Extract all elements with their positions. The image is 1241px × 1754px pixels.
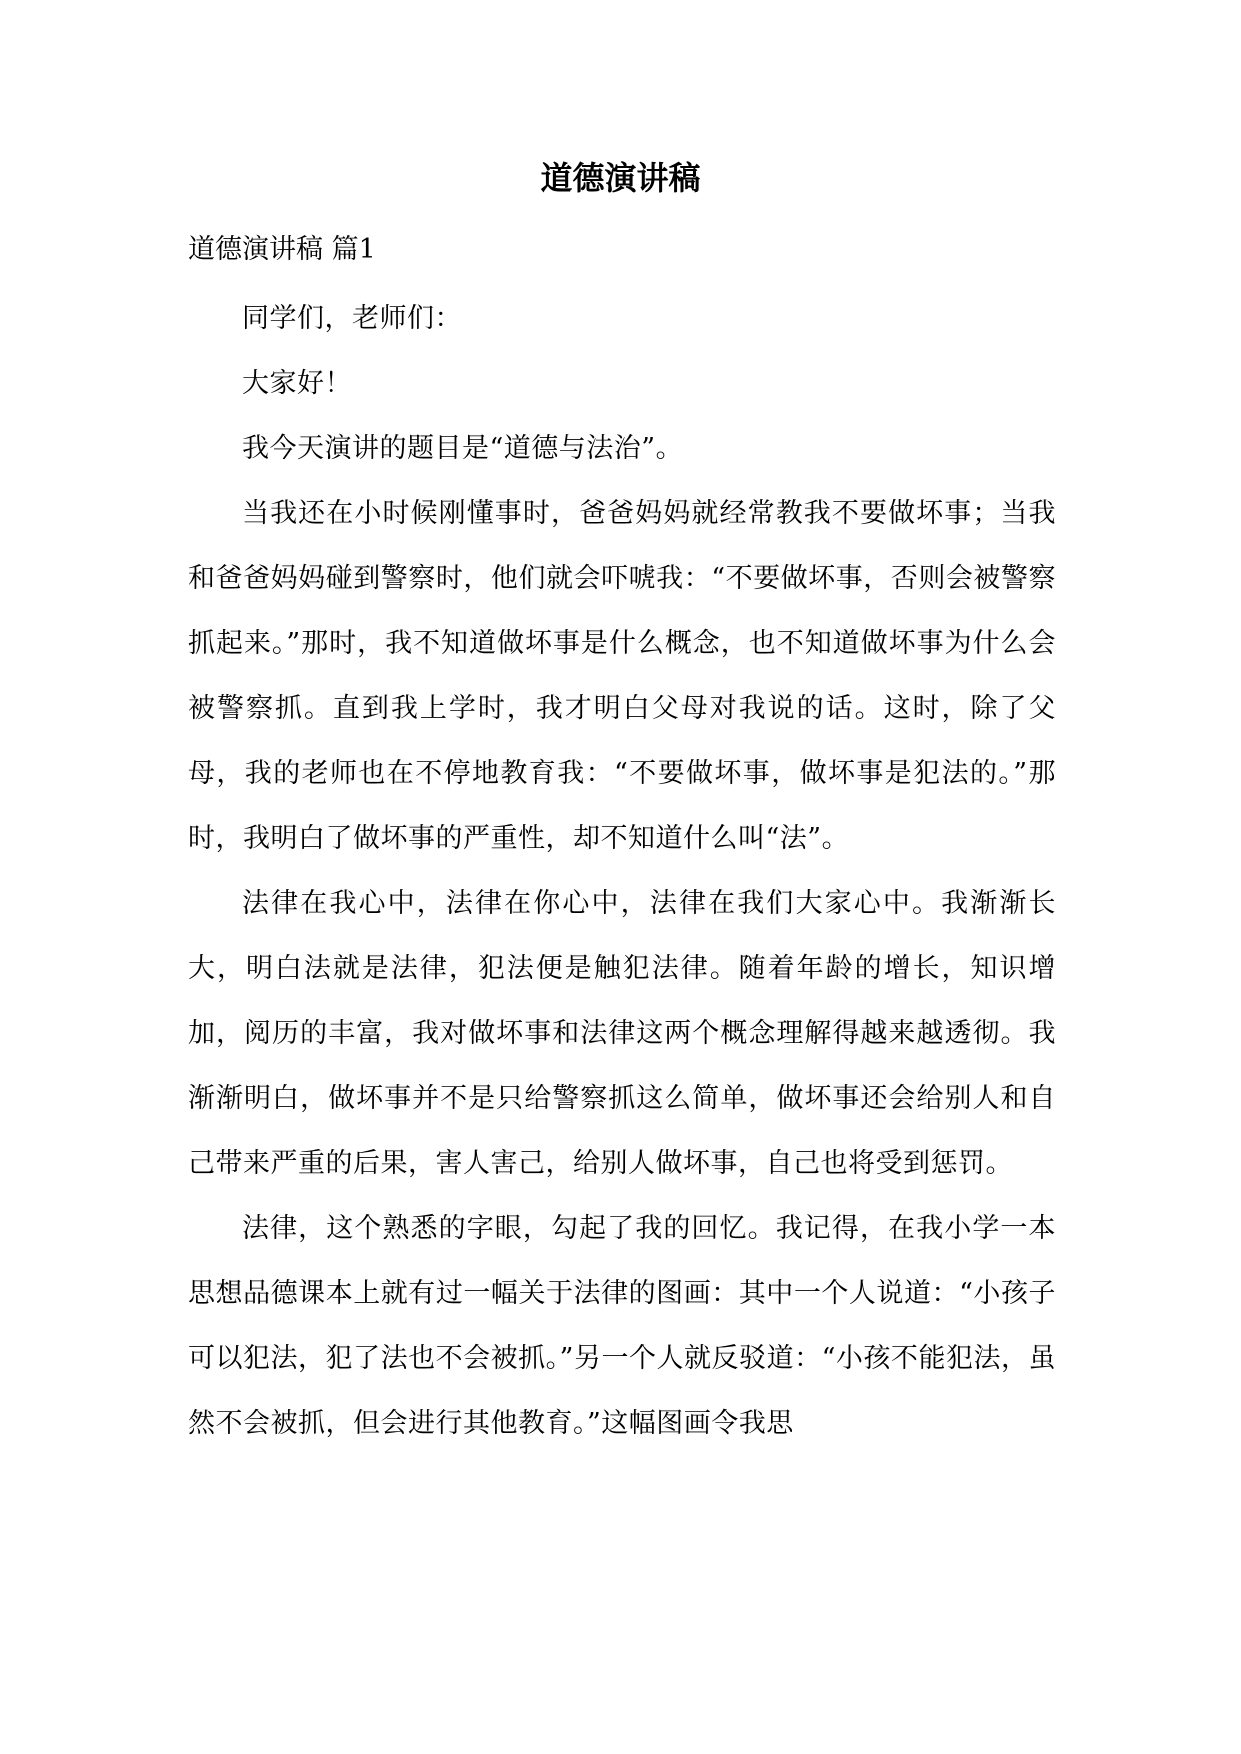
document-subtitle: 道德演讲稿 篇1 bbox=[188, 234, 376, 265]
paragraph-hello: 大家好！ bbox=[242, 368, 352, 399]
paragraph-memory: 法律，这个熟悉的字眼，勾起了我的回忆。我记得，在我小学一本思想品德课本上就有过一幅关于法律的图画：其中一个人说道：“小孩子可以犯法，犯了法也不会被抓。”另一个人就反驳道：“小孩不能犯法，虽然不会被抓，但会进行其他教育。”这幅图画令我思 bbox=[188, 1213, 1056, 1439]
paragraph-topic: 我今天演讲的题目是“道德与法治”。 bbox=[242, 433, 684, 464]
paragraph-growing-up: 法律在我心中，法律在你心中，法律在我们大家心中。我渐渐长大，明白法就是法律，犯法便是触犯法律。随着年龄的增长，知识增加，阅历的丰富，我对做坏事和法律这两个概念理解得越来越透彻。我渐渐明白，做坏事并不是只给警察抓这么简单，做坏事还会给别人和自己带来严重的后果，害人害己，给别人做坏事，自己也将受到惩罚。 bbox=[188, 888, 1056, 1179]
paragraph-greeting: 同学们，老师们： bbox=[242, 303, 462, 334]
document-body bbox=[188, 286, 1056, 1456]
paragraph-childhood: 当我还在小时候刚懂事时，爸爸妈妈就经常教我不要做坏事；当我和爸爸妈妈碰到警察时，他们就会吓唬我：“不要做坏事，否则会被警察抓起来。”那时，我不知道做坏事是什么概念，也不知道做坏事为什么会被警察抓。直到我上学时，我才明白父母对我说的话。这时，除了父母，我的老师也在不停地教育我：“不要做坏事，做坏事是犯法的。”那时，我明白了做坏事的严重性，却不知道什么叫“法”。 bbox=[188, 498, 1056, 854]
document-title: 道德演讲稿 bbox=[540, 159, 701, 197]
